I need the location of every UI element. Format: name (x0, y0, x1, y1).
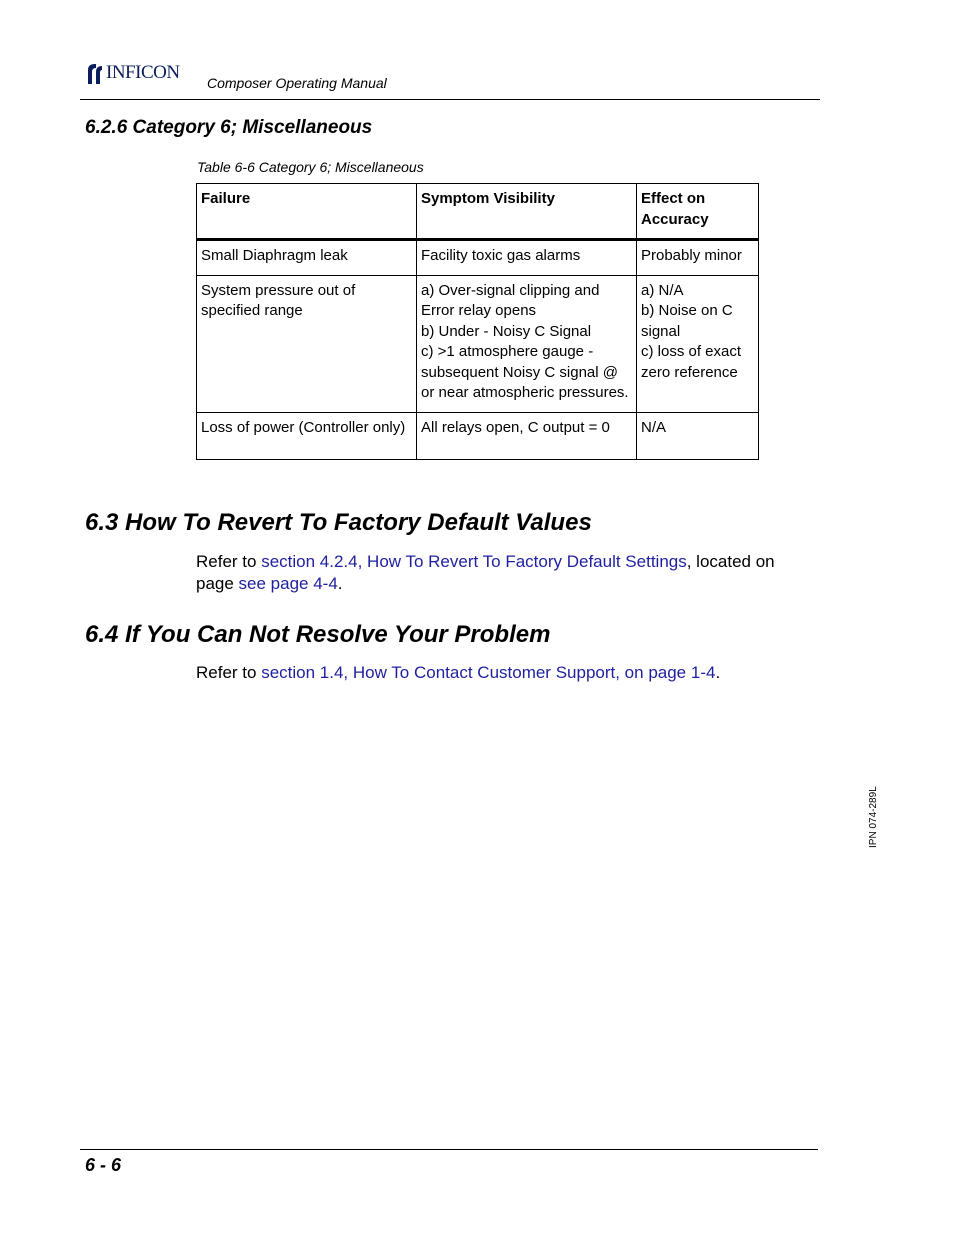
cell-effect: Probably minor (637, 240, 759, 276)
table-row (197, 412, 759, 459)
table-row (197, 275, 759, 412)
column-header-effect: Effect on Accuracy (637, 184, 759, 240)
cell-symptom: All relays open, C output = 0 (417, 412, 637, 459)
cell-symptom: a) Over-signal clipping and Error relay opens b) Under - Noisy C Signal c) >1 atmosphere gauge - subsequent Noisy C signal @ or near atmospheric pressures. (417, 275, 637, 412)
cell-symptom: Facility toxic gas alarms (417, 240, 637, 276)
column-header-symptom: Symptom Visibility (417, 184, 637, 240)
document-title: Composer Operating Manual (207, 75, 387, 91)
footer-rule (80, 1149, 818, 1150)
section-64-heading: 6.4 If You Can Not Resolve Your Problem (85, 621, 551, 648)
page-number: 6 - 6 (85, 1155, 122, 1175)
section-link[interactable]: section 4.2.4, (261, 552, 368, 571)
paragraph-text: . (337, 574, 343, 593)
cell-effect: a) N/A b) Noise on C signal c) loss of exact zero reference (637, 275, 759, 412)
cell-failure: Small Diaphragm leak (197, 240, 417, 276)
cell-effect: N/A (637, 412, 759, 459)
cell-failure: Loss of power (Controller only) (197, 412, 417, 459)
inficon-logo-mark-icon (84, 62, 106, 86)
section-title-link[interactable]: How To Revert To Factory Default Settings (367, 552, 687, 571)
header-rule (80, 99, 820, 100)
section-link[interactable]: section 1.4, (261, 663, 353, 682)
ipn-label: IPN 074-289L (868, 786, 879, 848)
table-header-row (197, 184, 759, 240)
paragraph-text: Refer to (196, 552, 262, 571)
table-row (197, 240, 759, 276)
section-title-link[interactable]: How To Contact Customer Support, on page 1-4 (352, 663, 716, 682)
column-header-failure: Failure (197, 184, 417, 240)
section-63-paragraph (196, 551, 816, 595)
table-caption: Table 6-6 Category 6; Miscellaneous (197, 159, 424, 175)
section-626-heading: 6.2.6 Category 6; Miscellaneous (85, 117, 373, 138)
failure-table (196, 183, 759, 460)
inficon-logo (84, 62, 196, 88)
logo-wordmark: INFICON (106, 62, 180, 83)
section-64-paragraph (196, 662, 816, 684)
paragraph-text: , located on page (196, 552, 775, 593)
paragraph-text: . (715, 663, 721, 682)
paragraph-text: Refer to (196, 663, 262, 682)
page-link[interactable]: see page 4-4 (238, 574, 338, 593)
cell-failure: System pressure out of specified range (197, 275, 417, 412)
section-63-heading: 6.3 How To Revert To Factory Default Values (85, 509, 592, 536)
